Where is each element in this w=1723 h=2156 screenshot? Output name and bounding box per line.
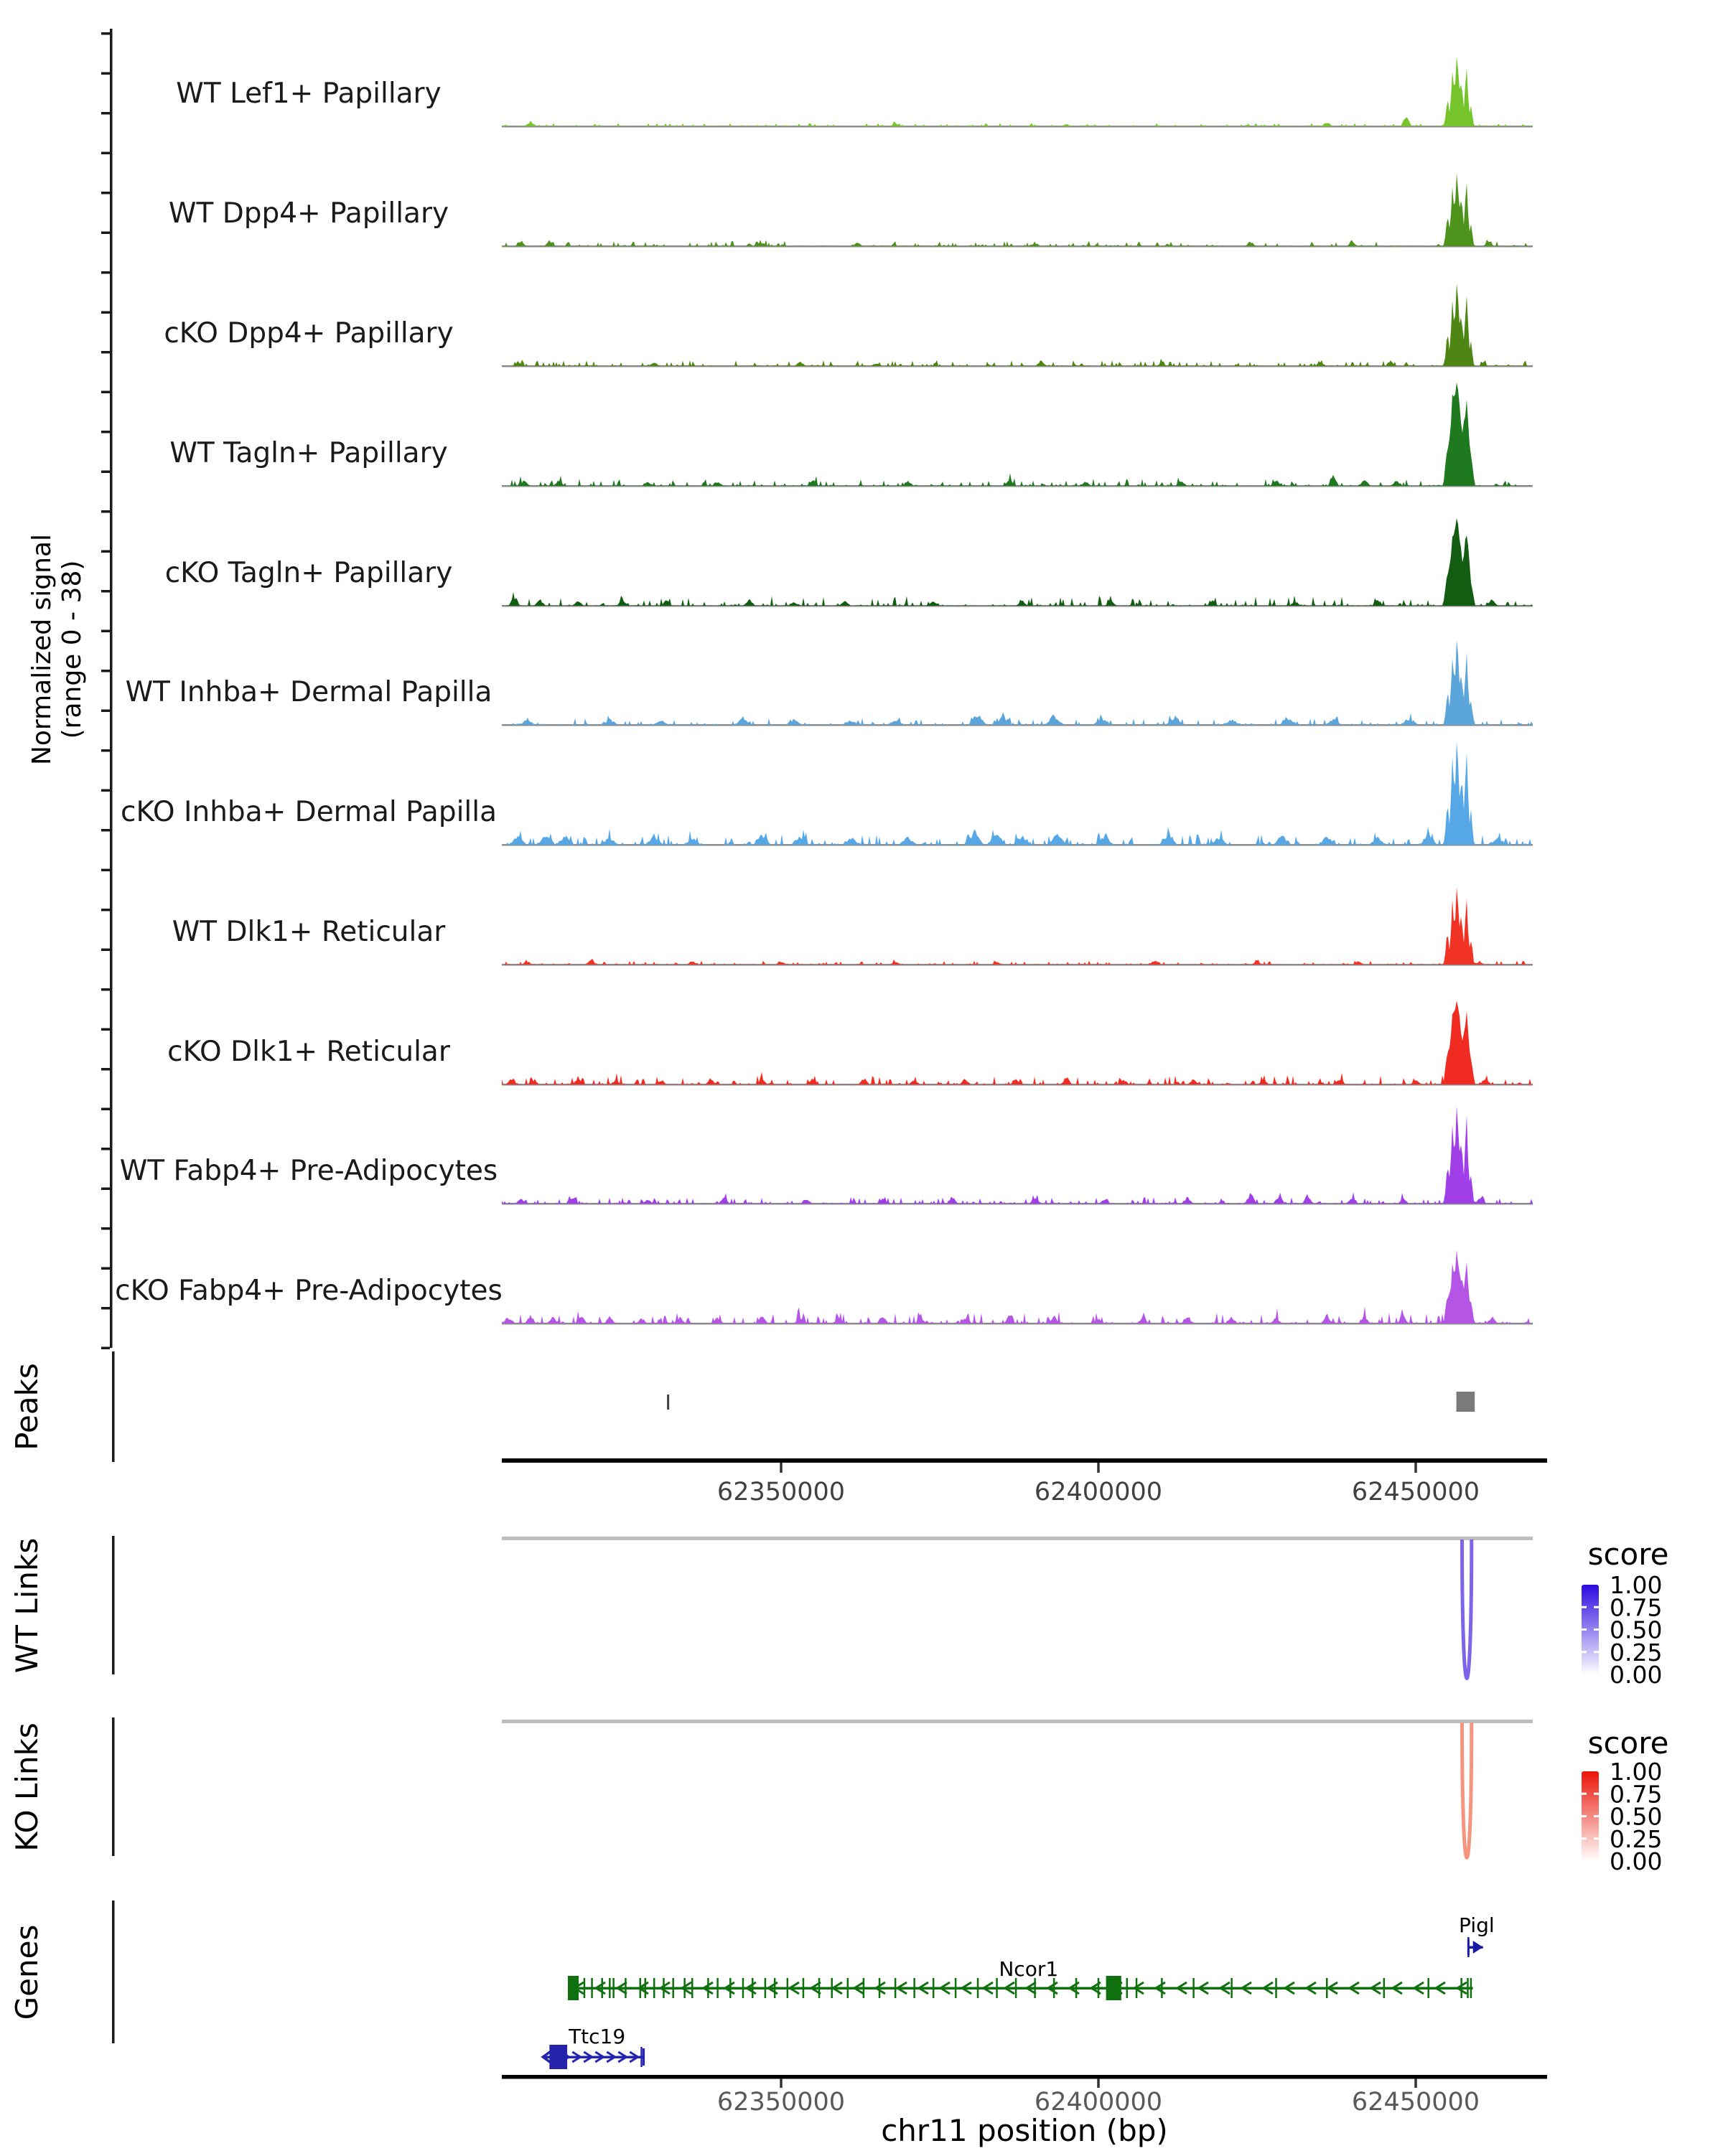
gene-exon-tick (1053, 1978, 1055, 1998)
peaks-ruler-tick (1414, 1463, 1417, 1473)
wt-links-bracket (112, 1536, 115, 1674)
gene-exon-tick (977, 1978, 979, 1998)
signal-y-axis-tick (101, 670, 110, 672)
signal-y-axis-tick (101, 192, 110, 194)
score-colorbar-tick (1594, 1815, 1599, 1817)
gene-exon-tick (672, 1978, 674, 1998)
coverage-track-label: WT Lef1+ Papillary (176, 78, 442, 110)
score-legend-label: 0.25 (1610, 1638, 1663, 1667)
signal-y-axis-tick (101, 1148, 110, 1150)
section-label-peaks: Peaks (9, 1363, 45, 1450)
signal-y-axis-tick (101, 1267, 110, 1270)
gene-exon-tick (1015, 1978, 1017, 1998)
gene-exon-tick (653, 1978, 655, 1998)
signal-y-axis-line (110, 29, 113, 1348)
score-colorbar-tick (1582, 1606, 1587, 1608)
gene-exon-tick (729, 1978, 732, 1998)
signal-y-axis-tick (101, 32, 110, 35)
gene-end-tick (643, 2048, 645, 2066)
gene-exon-tick (1467, 1978, 1469, 1998)
coverage-track-signal (502, 640, 1533, 726)
gene-exon-tick (996, 1978, 998, 1998)
signal-y-axis-tick (101, 510, 110, 513)
gene-exon-tick (787, 1978, 789, 1998)
ko-links-score-legend-title: score (1587, 1725, 1669, 1761)
bottom-axis-line (502, 2075, 1547, 2079)
coverage-track-label: WT Dpp4+ Papillary (168, 197, 449, 230)
coverage-track-label: cKO Dpp4+ Papillary (164, 317, 454, 350)
gene-exon-tick (1161, 1978, 1163, 1998)
score-colorbar-tick (1594, 1793, 1599, 1795)
signal-y-axis-tick (101, 351, 110, 354)
ko-link-arc (1462, 1723, 1472, 1857)
gene-exon-tick (1192, 1978, 1195, 1998)
gene-exon-tick (1126, 1978, 1129, 1998)
coverage-track-signal (502, 518, 1533, 606)
gene-exon-tick (1034, 1978, 1036, 1998)
x-axis-title: chr11 position (bp) (881, 2113, 1168, 2148)
gene-exon-tick (1098, 1978, 1100, 1998)
score-legend-label: 0.75 (1610, 1593, 1663, 1622)
wt-links-score-legend-title: score (1587, 1537, 1669, 1572)
gene-exon-tick (803, 1978, 805, 1998)
signal-y-axis-tick (101, 1227, 110, 1230)
score-colorbar-tick (1582, 1837, 1587, 1839)
score-legend-label: 0.50 (1610, 1802, 1663, 1831)
gene-exon-tick (1136, 1978, 1138, 1998)
coverage-track-signal (502, 1106, 1533, 1204)
gene-exon-tick (1470, 1978, 1472, 1998)
gene-exon-tick (1460, 1978, 1462, 1998)
signal-y-axis-tick (101, 710, 110, 713)
signal-y-axis-tick (101, 1028, 110, 1031)
gene-exon-tick (645, 1978, 647, 1998)
signal-y-axis-tick (101, 909, 110, 911)
coverage-track-signal (502, 283, 1533, 366)
signal-y-axis-tick (101, 391, 110, 394)
score-colorbar-tick (1582, 1815, 1587, 1817)
gene-exon-tick (1275, 1978, 1277, 1998)
coverage-track-signal (502, 1000, 1533, 1084)
genes-bracket (112, 1900, 115, 2043)
gene-exon-tick (1231, 1978, 1233, 1998)
gene-label-ncor1: Ncor1 (999, 1957, 1059, 1981)
score-legend-label: 0.75 (1610, 1780, 1663, 1809)
signal-y-axis-tick (101, 1347, 110, 1350)
coverage-track-label: cKO Fabp4+ Pre-Adipocytes (115, 1275, 503, 1307)
bottom-axis-tick (780, 2078, 783, 2088)
track-baseline (502, 485, 1533, 487)
bottom-axis-tick (1097, 2078, 1100, 2088)
signal-y-axis-tick (101, 1188, 110, 1191)
signal-y-axis-tick (101, 869, 110, 872)
signal-y-axis-tick (101, 271, 110, 274)
peaks-ruler-tick (780, 1463, 783, 1473)
section-label-wt-links: WT Links (9, 1537, 45, 1674)
gene-exon-tick (707, 1978, 709, 1998)
gene-exon-tick (933, 1978, 935, 1998)
peaks-ruler-line (502, 1458, 1547, 1463)
signal-y-axis-tick (101, 232, 110, 235)
gene-exon-tick (591, 1978, 593, 1998)
gene-exon-tick (683, 1978, 686, 1998)
signal-y-axis-tick (101, 949, 110, 952)
bottom-axis-tick-label: 62350000 (716, 2088, 846, 2117)
signal-y-axis-tick (101, 1068, 110, 1071)
gene-exon-tick (818, 1978, 821, 1998)
coverage-track-label: cKO Dlk1+ Reticular (167, 1036, 450, 1068)
score-legend-label: 1.00 (1610, 1758, 1663, 1786)
gene-exon-box (568, 1976, 579, 2000)
bottom-axis-tick-label: 62450000 (1351, 2088, 1480, 2117)
gene-exon-tick (691, 1978, 694, 1998)
signal-y-axis-tick (101, 112, 110, 115)
gene-exon-tick (1427, 1978, 1429, 1998)
signal-y-axis-tick (101, 550, 110, 553)
score-legend-label: 1.00 (1610, 1571, 1663, 1599)
signal-y-axis-tick (101, 311, 110, 314)
signal-y-axis-tick (101, 829, 110, 832)
score-colorbar-tick (1582, 1651, 1587, 1653)
coverage-track-signal (502, 383, 1533, 486)
gene-exon-tick (742, 1978, 744, 1998)
peaks-ruler-tick-label: 62350000 (716, 1478, 846, 1506)
score-colorbar-tick (1582, 1793, 1587, 1795)
signal-y-axis-tick (101, 988, 110, 991)
peaks-bracket (112, 1351, 115, 1462)
signal-y-axis-tick (101, 630, 110, 633)
signal-y-axis-tick (101, 431, 110, 433)
coverage-track-label: WT Tagln+ Papillary (169, 437, 448, 469)
coverage-track-signal (502, 741, 1533, 845)
signal-y-axis-tick (101, 1307, 110, 1310)
ko-links-topline (502, 1720, 1533, 1723)
signal-y-axis-tick (101, 789, 110, 792)
gene-exon-tick (584, 1978, 586, 1998)
score-colorbar-tick (1594, 1606, 1599, 1608)
signal-y-axis-tick (101, 72, 110, 75)
peaks-ruler-tick (1097, 1463, 1100, 1473)
signal-y-axis-tick (101, 1108, 110, 1111)
gene-exon-tick (955, 1978, 957, 1998)
gene-exon-tick (1383, 1978, 1386, 1998)
gene-exon-box (549, 2045, 567, 2069)
score-legend-label: 0.50 (1610, 1616, 1663, 1644)
gene-exon-box (1106, 1976, 1121, 2000)
gene-exon-tick (640, 1978, 642, 1998)
gene-exon-tick (609, 1978, 611, 1998)
gene-exon-tick (752, 1978, 754, 1998)
wt-link-arc (1462, 1539, 1472, 1679)
gene-exon-tick (640, 2047, 643, 2067)
gene-exon-tick (1075, 1978, 1078, 1998)
gene-exon-tick (831, 1978, 833, 1998)
score-legend-label: 0.00 (1610, 1661, 1663, 1689)
signal-y-axis-tick (101, 590, 110, 593)
gene-exon-tick (863, 1978, 865, 1998)
bottom-axis-tick-label: 62400000 (1034, 2088, 1163, 2117)
score-colorbar-tick (1594, 1651, 1599, 1653)
signal-y-axis-tick (101, 152, 110, 155)
peaks-ruler-tick-label: 62450000 (1351, 1478, 1480, 1506)
coverage-track-label: WT Dlk1+ Reticular (172, 916, 446, 948)
gene-exon-tick (612, 1978, 615, 1998)
gene-exon-tick (913, 1978, 915, 1998)
score-legend-label: 0.00 (1610, 1847, 1663, 1875)
y-axis-label-line2: (range 0 - 38) (57, 560, 87, 739)
signal-y-axis-tick (101, 749, 110, 752)
coverage-track-label: cKO Tagln+ Papillary (164, 557, 453, 589)
peak-mark (667, 1395, 669, 1410)
y-axis-label-line1: Normalized signal (27, 533, 57, 766)
coverage-track-label: WT Fabp4+ Pre-Adipocytes (119, 1155, 498, 1187)
gene-exon-tick (847, 1978, 849, 1998)
section-label-ko-links: KO Links (9, 1723, 45, 1852)
gene-tss-tick (1467, 1939, 1470, 1955)
gene-exon-tick (895, 1978, 897, 1998)
bottom-axis-tick (1414, 2078, 1417, 2088)
coverage-track-signal (502, 887, 1533, 965)
peak-mark (1457, 1392, 1475, 1412)
score-colorbar-tick (1594, 1628, 1599, 1631)
coverage-track-signal (502, 173, 1533, 246)
wt-links-topline (502, 1537, 1533, 1540)
ko-links-bracket (112, 1717, 115, 1856)
score-colorbar-tick (1582, 1628, 1587, 1631)
gene-exon-tick (716, 1978, 719, 1998)
score-legend-label: 0.25 (1610, 1824, 1663, 1853)
coverage-track-signal (502, 56, 1533, 126)
gene-exon-tick (663, 1978, 665, 1998)
gene-label-ttc19: Ttc19 (569, 2025, 626, 2048)
gene-exon-tick (774, 1978, 776, 1998)
section-label-genes: Genes (9, 1924, 45, 2020)
score-colorbar-tick (1594, 1837, 1599, 1839)
gene-exon-tick (601, 1978, 603, 1998)
coverage-track-signal (502, 1250, 1533, 1323)
coverage-track-label: cKO Inhba+ Dermal Papilla (121, 796, 497, 828)
signal-y-axis-tick (101, 471, 110, 474)
gene-exon-tick (1326, 1978, 1328, 1998)
gene-exon-tick (625, 1978, 627, 1998)
gene-exon-tick (765, 1978, 767, 1998)
gene-label-pigl: Pigl (1459, 1913, 1495, 1937)
peaks-ruler-tick-label: 62400000 (1034, 1478, 1163, 1506)
gene-exon-tick (879, 1978, 881, 1998)
coverage-track-label: WT Inhba+ Dermal Papilla (125, 676, 492, 708)
gene-direction-arrowhead (1473, 1941, 1483, 1954)
